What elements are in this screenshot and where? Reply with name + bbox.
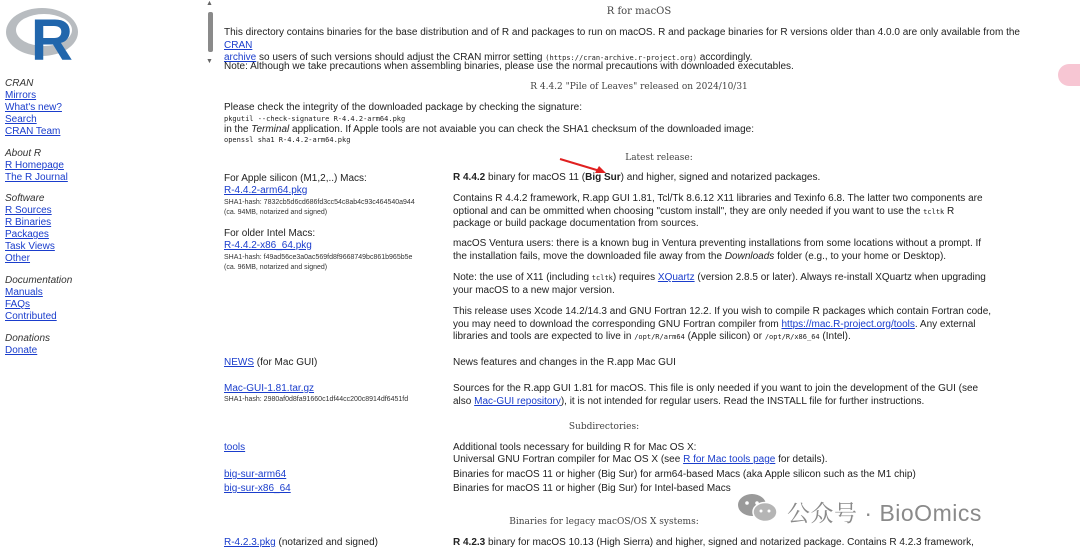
ventura-paragraph: macOS Ventura users: there is a known bug in Ventura preventing installations from some locations without a prompt. If the installation fails, move the downloaded file away from the Downloads folder (e.g., to your home or Desktop).: [453, 238, 982, 262]
r-mac-tools-page-link[interactable]: R for Mac tools page: [683, 454, 776, 465]
x11-paragraph: Note: the use of X11 (including tcltk) requires XQuartz (version 2.8.5 or later). Always re-install XQuartz when upgrading your macOS to a new major version.: [453, 272, 986, 296]
mac-gui-repo-link[interactable]: Mac-GUI repository: [474, 395, 561, 407]
nav-link-cran-team[interactable]: CRAN Team: [5, 126, 61, 137]
side-widget-button[interactable]: [1058, 64, 1080, 86]
intro-paragraph: This directory contains binaries for the base distribution and of R and packages to run on macOS. R and package binaries for R versions older than 4.0.0 are only available from the CRAN archive so users of such versions should adjust the CRAN mirror setting (https://cran-archive.r-project.org) accordingly.: [224, 27, 1020, 63]
nav-link-task-views[interactable]: Task Views: [5, 241, 55, 252]
archive-link[interactable]: archive: [224, 52, 257, 63]
r-logo[interactable]: [4, 2, 80, 64]
svg-text:R: R: [31, 8, 73, 64]
nav-link-r-binaries[interactable]: R Binaries: [5, 217, 52, 228]
check-paragraph: Please check the integrity of the downloaded package by checking the signature: pkgutil --check-signature R-4.4.2-arm64.pkg in the Terminal application. If Apple tools are not avaiable you can check the SHA1 checksum of the downloaded image: openssl sha1 R-4.4.2-arm64.pkg: [224, 102, 754, 144]
scroll-up-icon[interactable]: ▲: [206, 0, 213, 7]
nav-link-contributed[interactable]: Contributed: [5, 311, 57, 322]
nav-link-donate[interactable]: Donate: [5, 345, 38, 356]
arm-download-block: For Apple silicon (M1,2,..) Macs: R-4.4.2-arm64.pkg SHA1-hash: 7832cb5d6cd686fd3cc54c8ab4c93c464540a944 (ca. 94MB, notarized and signed): [224, 173, 415, 216]
nav-link-search[interactable]: Search: [5, 114, 37, 125]
main-content: [224, 0, 1054, 550]
release-heading: R 4.4.2 "Pile of Leaves" released on 2024/10/31: [530, 82, 748, 92]
nav-heading-software: Software: [5, 193, 45, 204]
nav-link-whats-new[interactable]: What's new?: [5, 102, 62, 113]
nav-heading-cran: CRAN: [5, 78, 34, 89]
tools-link[interactable]: tools: [224, 442, 246, 453]
subdirectories-heading: Subdirectories:: [568, 422, 640, 432]
nav-heading-documentation: Documentation: [5, 275, 73, 286]
legacy-pkg-block: R-4.2.3.pkg (notarized and signed): [224, 537, 378, 548]
news-block: NEWS (for Mac GUI): [224, 357, 318, 368]
nav-heading-donations: Donations: [5, 333, 51, 344]
legacy-description: R 4.2.3 binary for macOS 10.13 (High Sierra) and higher, signed and notarized package. Contains R 4.2.3 framework,: [453, 537, 974, 548]
contains-paragraph: Contains R 4.4.2 framework, R.app GUI 1.81, Tcl/Tk 8.6.12 X11 libraries and Texinfo 6.8. The latter two components are optional and can be ommitted when choosing "custom install", they are only needed if you want to use the tcltk R package or build package documentation from sources.: [453, 193, 983, 229]
wechat-icon: [735, 492, 781, 524]
legacy-heading: Binaries for legacy macOS/OS X systems:: [509, 517, 699, 527]
scrollbar-thumb[interactable]: [208, 12, 213, 52]
nav-heading-about-r: About R: [5, 148, 42, 159]
legacy-pkg-link[interactable]: R-4.2.3.pkg: [224, 537, 276, 548]
cran-archive-link[interactable]: CRAN: [224, 39, 253, 51]
watermark-text: 公众号 · BioOmics: [787, 500, 982, 526]
mac-tools-link[interactable]: https://mac.R-project.org/tools: [781, 318, 915, 330]
big-sur-x86-block: [224, 483, 439, 495]
nav-link-r-sources[interactable]: R Sources: [5, 205, 52, 216]
left-navigation: [0, 0, 200, 550]
intel-pkg-link[interactable]: R-4.4.2-x86_64.pkg: [224, 239, 312, 251]
gui-block: Mac-GUI-1.81.tar.gz SHA1-hash: 2980af0d8fa91660c1df44cc200c8914df6451fd: [224, 383, 409, 403]
nav-link-other[interactable]: Other: [5, 253, 31, 264]
nav-link-manuals[interactable]: Manuals: [5, 287, 43, 298]
page-title: R for macOS: [606, 6, 672, 17]
nav-link-packages[interactable]: Packages: [5, 229, 49, 240]
watermark: [735, 492, 1055, 524]
tools-block: [224, 442, 439, 454]
nav-link-mirrors[interactable]: Mirrors: [5, 90, 37, 101]
news-link[interactable]: NEWS: [224, 357, 254, 368]
xcode-paragraph: This release uses Xcode 14.2/14.3 and GNU Fortran 12.2. If you wish to compile R packages which contain Fortran code, you may need to download the corresponding GNU Fortran compiler from https://mac.R-project.org/tools. Any external libraries and tools are expected to live in /opt/R/arm64 (Apple silicon) or /opt/R/x86_64 (Intel).: [453, 306, 992, 342]
big-sur-x86-description: Binaries for macOS 11 or higher (Big Sur) for Intel-based Macs: [453, 483, 731, 494]
arm-pkg-link[interactable]: R-4.4.2-arm64.pkg: [224, 184, 308, 196]
news-description: News features and changes in the R.app Mac GUI: [453, 357, 676, 368]
nav-link-faqs[interactable]: FAQs: [5, 299, 31, 310]
mac-gui-link[interactable]: Mac-GUI-1.81.tar.gz: [224, 383, 315, 394]
note-paragraph: Note: Although we take precautions when assembling binaries, please use the normal precautions with downloaded executables.: [224, 61, 794, 72]
gui-description: Sources for the R.app GUI 1.81 for macOS. This file is only needed if you want to join the development of the GUI (see also Mac-GUI repository), it is not intended for regular users. Read the INSTALL file for further instructions.: [453, 383, 979, 407]
latest-release-heading: Latest release:: [625, 153, 693, 163]
big-sur-arm64-description: Binaries for macOS 11 or higher (Big Sur) for arm64-based Macs (aka Apple silicon such as the M1 chip): [453, 469, 916, 480]
tools-description: Additional tools necessary for building R for Mac OS X: Universal GNU Fortran compiler for Mac OS X (see R for Mac tools page for details).: [453, 442, 828, 465]
intel-download-block: For older Intel Macs: R-4.4.2-x86_64.pkg SHA1-hash: f49ad56ce3a0ac569fd8f9668749bc861b965b5e (ca. 96MB, notarized and signed): [224, 228, 413, 271]
scroll-down-icon[interactable]: ▼: [206, 58, 213, 65]
nav-link-r-homepage[interactable]: R Homepage: [5, 160, 64, 171]
big-sur-arm64-link[interactable]: big-sur-arm64: [224, 469, 287, 480]
big-sur-arm64-block: [224, 469, 439, 481]
release-description: R 4.4.2 binary for macOS 11 (Big Sur) and higher, signed and notarized packages.: [453, 172, 821, 183]
xquartz-link[interactable]: XQuartz: [657, 272, 695, 283]
nav-link-r-journal[interactable]: The R Journal: [5, 172, 68, 183]
big-sur-x86-link[interactable]: big-sur-x86_64: [224, 483, 291, 494]
